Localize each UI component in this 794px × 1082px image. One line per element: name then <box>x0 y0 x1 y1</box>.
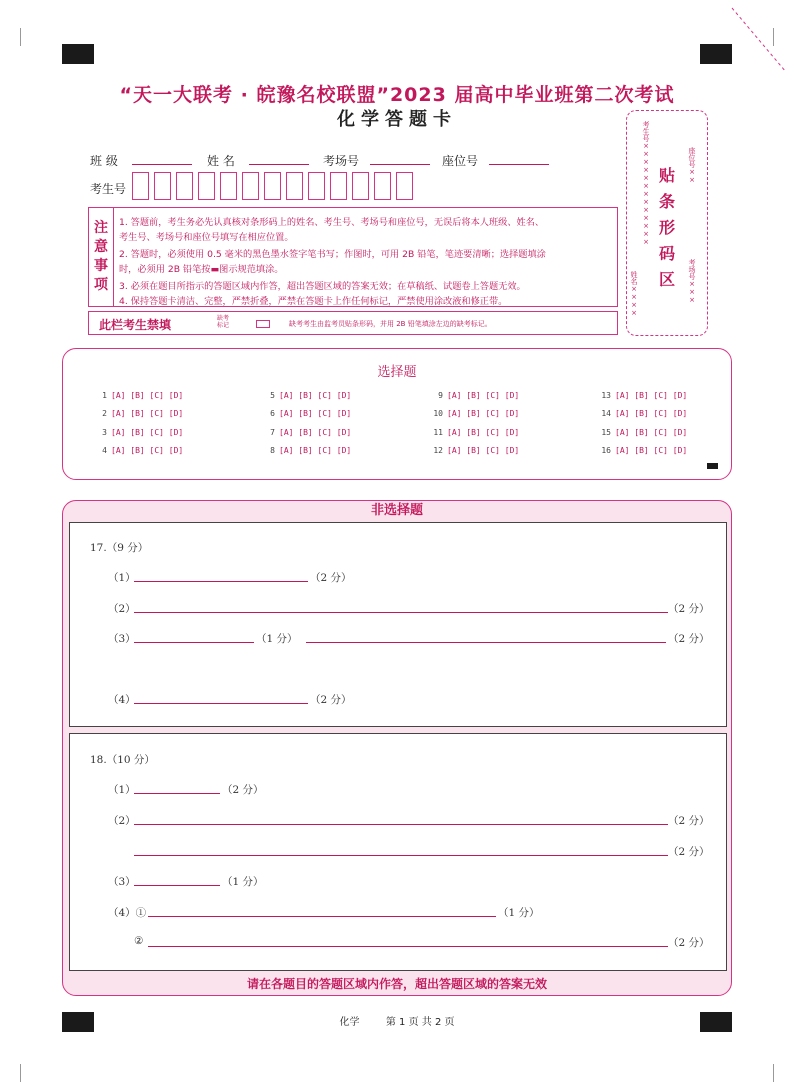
barcode-side-text: 姓名×××× <box>630 271 638 317</box>
position-block <box>62 44 94 64</box>
multiple-choice-section <box>62 348 732 480</box>
q17-4-answer-line[interactable] <box>134 703 308 704</box>
notice-line: 3. 必须在题目所指示的答题区域内作答，超出答题区域的答案无效；在草稿纸、试题卷上答题无效。 <box>119 281 526 292</box>
crop-mark <box>20 1064 21 1082</box>
score-label: （2 分） <box>668 633 710 645</box>
barcode-label: 贴条形码区 <box>658 166 675 289</box>
page-footer <box>0 1013 794 1028</box>
q18-2a-answer-line[interactable] <box>134 824 668 825</box>
absent-note: 缺考考生由监考员贴条形码，并用 2B 铅笔填涂左边的缺考标记。 <box>289 320 492 328</box>
mc-question-1[interactable] <box>93 391 183 400</box>
mc-options[interactable]: [A] [B] [C] [D] <box>447 409 520 418</box>
mc-question-number: 3 <box>102 428 107 437</box>
mc-question-3[interactable] <box>93 428 183 437</box>
notice-line: 2. 答题时，必须使用 0.5 毫米的黑色墨水签字笔书写；作图时，可用 2B 铅笔，笔迹要清晰；选择题填涂 <box>119 249 546 260</box>
id-digit-box[interactable] <box>154 172 171 200</box>
q18-4a-answer-line[interactable] <box>148 916 496 917</box>
q18-part-label: （4）① <box>108 907 147 919</box>
score-label: （2 分） <box>668 603 710 615</box>
mc-question-14[interactable] <box>597 409 687 418</box>
score-label: （1 分） <box>256 633 298 645</box>
free-response-section <box>62 500 732 996</box>
barcode-side-text: 座位号×× <box>688 147 696 184</box>
id-digit-box[interactable] <box>330 172 347 200</box>
room-field[interactable] <box>370 164 430 165</box>
score-label: （1 分） <box>222 876 264 888</box>
answer-area-warning: 请在各题目的答题区域内作答，超出答题区域的答案无效 <box>246 977 547 991</box>
mc-question-number: 14 <box>601 409 611 418</box>
mc-question-number: 12 <box>433 446 443 455</box>
mc-question-11[interactable] <box>429 428 519 437</box>
score-label: （2 分） <box>668 937 710 949</box>
q18-3-answer-line[interactable] <box>134 885 220 886</box>
name-field[interactable] <box>249 164 309 165</box>
exam-title: “天一大联考 · 皖豫名校联盟”2023 届高中毕业班第二次考试 <box>119 84 675 106</box>
forbid-label: 此栏考生禁填 <box>99 318 172 332</box>
seat-field[interactable] <box>489 164 549 165</box>
class-label: 班 级 <box>90 154 118 168</box>
barcode-area <box>626 110 708 336</box>
id-digit-box[interactable] <box>198 172 215 200</box>
id-digit-box[interactable] <box>352 172 369 200</box>
mc-question-number: 13 <box>601 391 611 400</box>
mc-options[interactable]: [A] [B] [C] [D] <box>447 428 520 437</box>
q18-2b-answer-line[interactable] <box>134 855 668 856</box>
fs-title: 非选择题 <box>370 503 423 518</box>
name-label: 姓 名 <box>207 154 235 168</box>
score-label: （2 分） <box>310 694 352 706</box>
id-label: 考生号 <box>90 182 127 196</box>
dashed-fold-line <box>730 6 790 76</box>
mc-question-number: 1 <box>102 391 107 400</box>
mc-question-number: 8 <box>270 446 275 455</box>
crop-mark <box>20 28 21 46</box>
mc-question-number: 2 <box>102 409 107 418</box>
q18-part-label: （2） <box>108 815 136 827</box>
notice-heading: 注 意 事 项 <box>89 208 114 306</box>
mc-question-number: 4 <box>102 446 107 455</box>
q18-1-answer-line[interactable] <box>134 793 220 794</box>
absent-checkbox[interactable] <box>256 320 270 328</box>
mc-question-number: 6 <box>270 409 275 418</box>
mc-question-13[interactable] <box>597 391 687 400</box>
notice-box <box>88 207 618 307</box>
id-digit-box[interactable] <box>132 172 149 200</box>
q17-part-label: （2） <box>108 603 136 615</box>
mc-question-9[interactable] <box>429 391 519 400</box>
notice-line: 4. 保持答题卡清洁、完整，严禁折叠，严禁在答题卡上作任何标记，严禁使用涂改液和修正带。 <box>119 296 508 307</box>
mc-question-10[interactable] <box>429 409 519 418</box>
score-label: （2 分） <box>668 846 710 858</box>
id-digit-box[interactable] <box>176 172 193 200</box>
q17-part-label: （3） <box>108 633 136 645</box>
notice-line: 时，必须用 2B 铅笔按▬图示规范填涂。 <box>119 264 284 275</box>
mc-options[interactable]: [A] [B] [C] [D] <box>279 446 352 455</box>
mc-question-16[interactable] <box>597 446 687 455</box>
q18-part-label: （1） <box>108 784 136 796</box>
room-label: 考场号 <box>323 154 360 168</box>
mc-options[interactable]: [A] [B] [C] [D] <box>111 428 184 437</box>
notice-line: 考生号、考场号和座位号填写在相应位置。 <box>119 232 294 243</box>
score-label: （2 分） <box>310 572 352 584</box>
q17-1-answer-line[interactable] <box>134 581 308 582</box>
mc-options[interactable]: [A] [B] [C] [D] <box>447 446 520 455</box>
mc-options[interactable]: [A] [B] [C] [D] <box>447 391 520 400</box>
mc-question-number: 9 <box>438 391 443 400</box>
mc-question-7[interactable] <box>261 428 351 437</box>
mc-question-number: 5 <box>270 391 275 400</box>
id-digit-box[interactable] <box>220 172 237 200</box>
id-digit-box[interactable] <box>374 172 391 200</box>
absent-label: 缺考标记 <box>217 315 230 329</box>
mc-options[interactable]: [A] [B] [C] [D] <box>111 446 184 455</box>
mc-question-2[interactable] <box>93 409 183 418</box>
mc-question-12[interactable] <box>429 446 519 455</box>
crop-mark <box>773 1064 774 1082</box>
mc-options[interactable]: [A] [B] [C] [D] <box>111 391 184 400</box>
q18-4b-answer-line[interactable] <box>148 946 668 947</box>
mc-options[interactable]: [A] [B] [C] [D] <box>615 409 688 418</box>
q17-2-answer-line[interactable] <box>134 612 668 613</box>
score-label: （2 分） <box>668 815 710 827</box>
q18-heading: 18.（10 分） <box>90 754 155 766</box>
id-digit-box[interactable] <box>308 172 325 200</box>
position-block <box>707 463 718 469</box>
q18-part-label: （3） <box>108 876 136 888</box>
class-field[interactable] <box>132 164 192 165</box>
id-digit-box[interactable] <box>286 172 303 200</box>
mc-options[interactable]: [A] [B] [C] [D] <box>615 446 688 455</box>
q17-answer-box <box>69 522 727 727</box>
q17-part-label: （1） <box>108 572 136 584</box>
id-digit-box[interactable] <box>242 172 259 200</box>
mc-question-6[interactable] <box>261 409 351 418</box>
mc-question-4[interactable] <box>93 446 183 455</box>
mc-options[interactable]: [A] [B] [C] [D] <box>279 391 352 400</box>
mc-question-5[interactable] <box>261 391 351 400</box>
id-digit-box[interactable] <box>396 172 413 200</box>
q18-answer-box <box>69 733 727 971</box>
mc-options[interactable]: [A] [B] [C] [D] <box>111 409 184 418</box>
mc-options[interactable]: [A] [B] [C] [D] <box>615 391 688 400</box>
mc-question-number: 7 <box>270 428 275 437</box>
card-title: 化学答题卡 <box>337 109 457 130</box>
mc-title: 选择题 <box>377 365 417 380</box>
barcode-side-text: 考场号××× <box>688 259 696 304</box>
forbidden-area <box>88 311 618 335</box>
score-label: （1 分） <box>498 907 540 919</box>
mc-question-number: 15 <box>601 428 611 437</box>
footer-page-number: 第 1 页 共 2 页 <box>385 1017 455 1028</box>
position-block <box>700 44 732 64</box>
mc-options[interactable]: [A] [B] [C] [D] <box>279 409 352 418</box>
mc-question-number: 11 <box>433 428 443 437</box>
q17-part-label: （4） <box>108 694 136 706</box>
q17-3b-answer-line[interactable] <box>306 642 666 643</box>
mc-question-8[interactable] <box>261 446 351 455</box>
mc-question-number: 10 <box>433 409 443 418</box>
footer-subject: 化学 <box>339 1017 360 1028</box>
seat-label: 座位号 <box>442 154 479 168</box>
mc-options[interactable]: [A] [B] [C] [D] <box>279 428 352 437</box>
q17-3a-answer-line[interactable] <box>134 642 254 643</box>
q18-part-label: ② <box>134 935 144 947</box>
q17-heading: 17.（9 分） <box>90 542 149 554</box>
mc-question-number: 16 <box>601 446 611 455</box>
notice-line: 1. 答题前，考生务必先认真核对条形码上的姓名、考生号、考场号和座位号，无误后将本人班级、姓名、 <box>119 217 545 228</box>
score-label: （2 分） <box>222 784 264 796</box>
mc-options[interactable]: [A] [B] [C] [D] <box>615 428 688 437</box>
id-digit-box[interactable] <box>264 172 281 200</box>
barcode-side-text: 考生号××××××××××××× <box>642 121 650 246</box>
mc-question-15[interactable] <box>597 428 687 437</box>
